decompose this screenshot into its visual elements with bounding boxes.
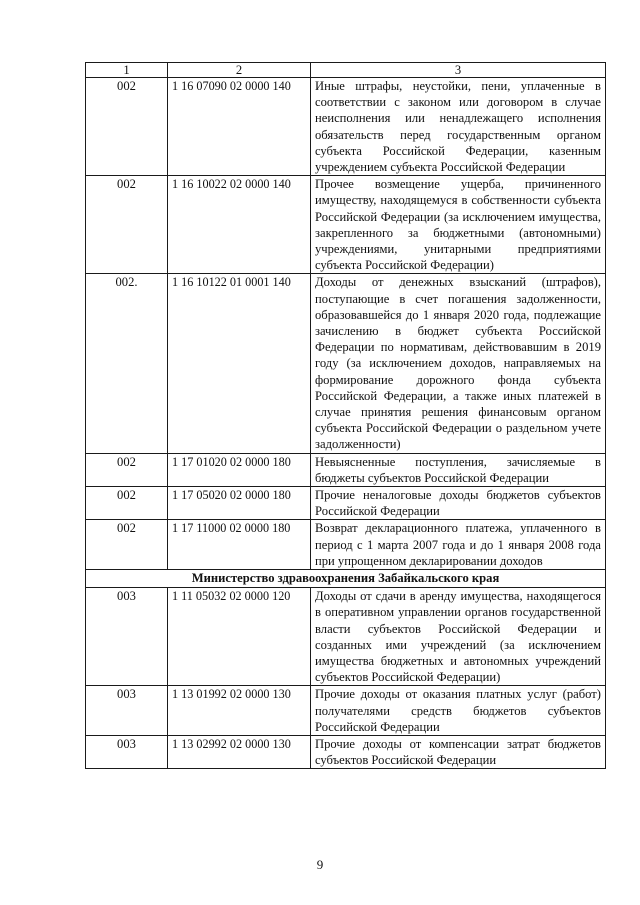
kbk-code-cell: 1 13 01992 02 0000 130 (168, 686, 311, 736)
table-row (86, 274, 606, 453)
admin-code-cell: 003 (86, 735, 168, 768)
table-row (86, 78, 606, 176)
table-header (86, 63, 606, 78)
admin-code-cell: 002 (86, 487, 168, 520)
admin-code-cell: 003 (86, 686, 168, 736)
revenue-name-cell: Прочие неналоговые доходы бюджетов субъектов Российской Федерации (311, 487, 606, 520)
header-col-1: 1 (86, 63, 168, 78)
table-body (86, 78, 606, 769)
revenue-name-cell: Доходы от сдачи в аренду имущества, находящегося в оперативном управлении органов государственной власти субъектов Российской Федерации и созданных ими учреждений (за исключением имущества бюджетных и автономных учреждений субъектов Российской Федерации) (311, 588, 606, 686)
kbk-code-cell: 1 16 07090 02 0000 140 (168, 78, 311, 176)
admin-code-cell: 002 (86, 520, 168, 570)
kbk-code-cell: 1 17 01020 02 0000 180 (168, 453, 311, 486)
revenue-name-cell: Доходы от денежных взысканий (штрафов), поступающие в счет погашения задолженности, образовавшейся до 1 января 2020 года, подлежащие зачислению в бюджет субъекта Российской Федерации по нормативам, действовавшим в 2019 году (за исключением доходов, направляемых на формирование дорожного фонда субъекта Российской Федерации, а также иных платежей в случае принятия решения финансовым органом субъекта Российской Федерации о раздельном учете задолженности) (311, 274, 606, 453)
kbk-code-cell: 1 17 05020 02 0000 180 (168, 487, 311, 520)
table-row (86, 520, 606, 570)
header-col-2: 2 (168, 63, 311, 78)
revenue-name-cell: Прочее возмещение ущерба, причиненного имуществу, находящемуся в собственности субъекта Российской Федерации (за исключением имущества, закрепленного за бюджетными (автономными) учреждениями, унитарными предприятиями субъекта Российской Федерации) (311, 176, 606, 274)
page-number: 9 (316, 857, 324, 872)
admin-code-cell: 002 (86, 453, 168, 486)
table-row (86, 176, 606, 274)
admin-code-cell: 002 (86, 176, 168, 274)
kbk-code-cell: 1 16 10122 01 0001 140 (168, 274, 311, 453)
header-row (86, 63, 606, 78)
revenue-name-cell: Иные штрафы, неустойки, пени, уплаченные в соответствии с законом или договором в случае неисполнения или ненадлежащего исполнения обязательств перед государственным органом субъекта Российской Федерации, казенным учреждением субъекта Российской Федерации (311, 78, 606, 176)
revenue-name-cell: Прочие доходы от компенсации затрат бюджетов субъектов Российской Федерации (311, 735, 606, 768)
kbk-code-cell: 1 13 02992 02 0000 130 (168, 735, 311, 768)
kbk-code-cell: 1 17 11000 02 0000 180 (168, 520, 311, 570)
admin-code-cell: 002 (86, 78, 168, 176)
table-row (86, 487, 606, 520)
section-header-row (86, 570, 606, 588)
admin-code-cell: 002. (86, 274, 168, 453)
header-col-3: 3 (311, 63, 606, 78)
section-title: Министерство здравоохранения Забайкальского края (86, 570, 606, 588)
table-row (86, 453, 606, 486)
kbk-code-cell: 1 11 05032 02 0000 120 (168, 588, 311, 686)
table-row (86, 686, 606, 736)
revenue-codes-table (85, 62, 606, 769)
admin-code-cell: 003 (86, 588, 168, 686)
revenue-name-cell: Прочие доходы от оказания платных услуг (работ) получателями средств бюджетов субъектов Российской Федерации (311, 686, 606, 736)
table-row (86, 735, 606, 768)
kbk-code-cell: 1 16 10022 02 0000 140 (168, 176, 311, 274)
revenue-name-cell: Возврат декларационного платежа, уплаченного в период с 1 марта 2007 года и до 1 января 2008 года при упрощенном декларировании доходов (311, 520, 606, 570)
table-row (86, 588, 606, 686)
revenue-name-cell: Невыясненные поступления, зачисляемые в бюджеты субъектов Российской Федерации (311, 453, 606, 486)
